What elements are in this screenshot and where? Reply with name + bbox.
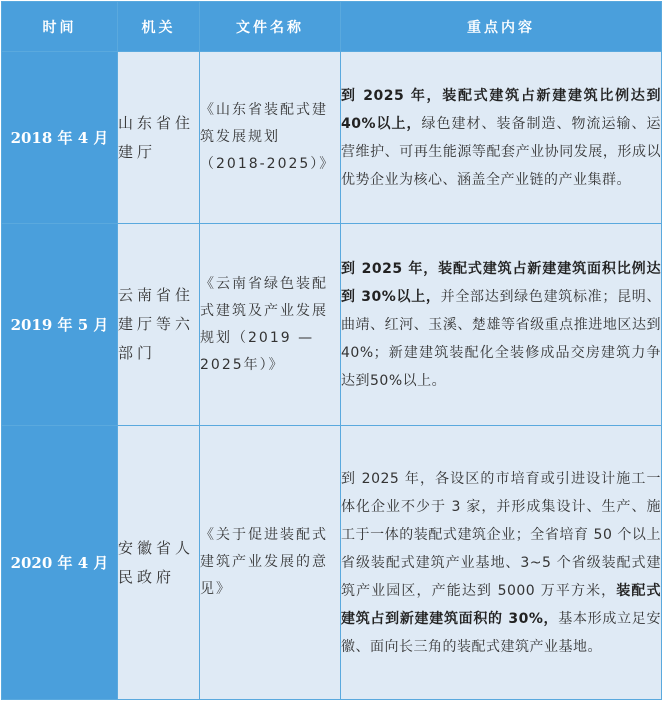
policy-table: [1, 1, 662, 700]
table-row: [2, 426, 662, 700]
row-org: 安徽省人民政府: [118, 426, 200, 700]
header-time: 时间: [2, 2, 118, 52]
content-highlight: 到 2025 年，装配式建筑占新建建筑比例达到 40%以上，: [341, 87, 661, 132]
row-time: 2019 年 5 月: [2, 224, 118, 426]
header-org: 机关: [118, 2, 200, 52]
table-row: [2, 224, 662, 426]
header-row: [2, 2, 662, 52]
content-highlight: 到 2025 年，装配式建筑占新建建筑面积比例达到 30%以上，: [341, 260, 661, 305]
row-content: [341, 426, 662, 700]
content-text: 并全部达到绿色建筑标准；昆明、曲靖、红河、玉溪、楚雄等省级重点推进地区达到 40%；新建建筑装配化全装修成品交房建筑力争达到50%以上。: [341, 288, 662, 389]
row-org: 山东省住建厅: [118, 52, 200, 224]
row-time: 2018 年 4 月: [2, 52, 118, 224]
content-text: 到 2025 年，各设区的市培育或引进设计施工一体化企业不少于 3 家，并形成集设计、生产、施工于一体的装配式建筑企业；全省培育 50 个以上省级装配式建筑产业基地、3~5 个省级装配式建筑产业园区，产能达到 5000 万平方米，: [341, 470, 661, 599]
table-row: [2, 52, 662, 224]
row-doc: 《云南省绿色装配式建筑及产业发展规划（2019 — 2025年）》: [200, 224, 341, 426]
content-text: 绿色建材、装备制造、物流运输、运营维护、可再生能源等配套产业协同发展，形成以优势企业为核心、涵盖全产业链的产业集群。: [341, 115, 662, 188]
row-doc: 《关于促进装配式建筑产业发展的意见》: [200, 426, 341, 700]
row-org: 云南省住建厅等六部门: [118, 224, 200, 426]
content-highlight: 装配式建筑占到新建建筑面积的 30%，: [341, 582, 662, 627]
row-content: [341, 224, 662, 426]
row-time: 2020 年 4 月: [2, 426, 118, 700]
header-content: 重点内容: [341, 2, 662, 52]
row-doc: 《山东省装配式建筑发展规划（2018-2025）》: [200, 52, 341, 224]
row-content: [341, 52, 662, 224]
content-text: 基本形成立足安徽、面向长三角的装配式建筑产业基地。: [341, 610, 661, 655]
header-doc: 文件名称: [200, 2, 341, 52]
